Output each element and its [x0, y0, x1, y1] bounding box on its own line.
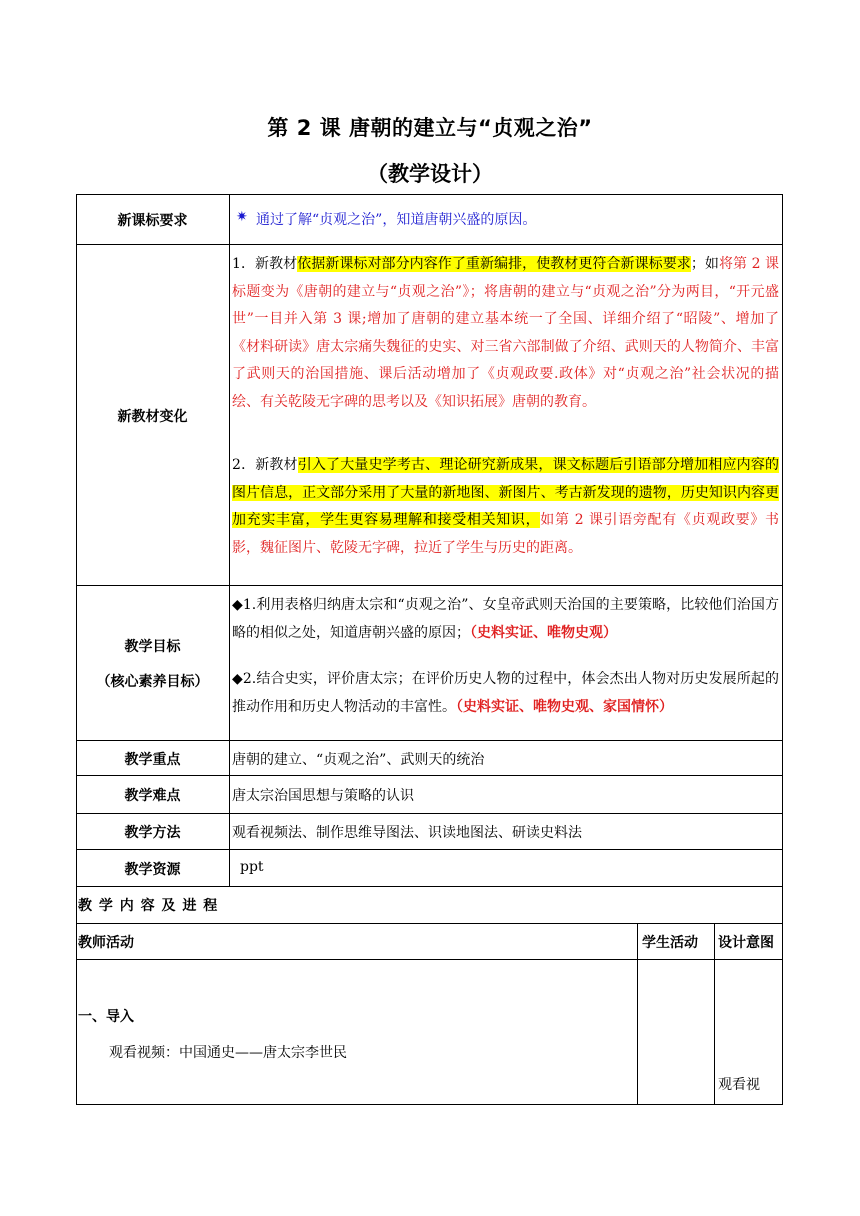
column-divider: [714, 923, 715, 1105]
difficulty-label: 教学难点: [124, 788, 181, 804]
row-divider: [76, 244, 783, 245]
column-divider: [637, 923, 638, 1105]
method-label: 教学方法: [124, 825, 181, 841]
changes-p2-lead: 2．新教材: [232, 457, 298, 473]
column-divider: [229, 194, 230, 886]
row-divider: [76, 959, 783, 960]
row-divider: [76, 849, 783, 850]
column-student: 学生活动: [642, 935, 698, 951]
goal-1-literacy: （史料实证、唯物史观）: [470, 624, 617, 641]
intro-video-text: 观看视频：中国通史——唐太宗李世民: [109, 1045, 347, 1061]
goal-1: [232, 592, 779, 647]
curriculum-label: 新课标要求: [117, 213, 188, 229]
resource-label: 教学资源: [124, 862, 181, 878]
difficulty-text: 唐太宗治国思想与策略的认识: [232, 788, 414, 804]
page-subtitle: （教学设计）: [367, 162, 493, 186]
column-teacher: 教师活动: [78, 935, 134, 951]
curriculum-bullet-icon: ✷: [236, 209, 248, 225]
row-divider: [76, 585, 783, 586]
goals-sublabel: （核心素养目标）: [96, 674, 209, 690]
page-title: 第 2 课 唐朝的建立与“贞观之治”: [267, 116, 593, 140]
process-heading: 教 学 内 容 及 进 程: [78, 898, 219, 914]
goals-label: 教学目标: [124, 639, 181, 655]
changes-p2-highlight: 引入了大量史学考古、理论研究新成果，课文标题后引语部分增加相应内容的图片信息，正文部分采用了大量的新地图、新图片、考古新发现的遗物，历史知识内容更加充实丰富，学生更容易理解和接受相关知识，: [232, 457, 779, 528]
changes-label: 新教材变化: [117, 409, 188, 425]
method-text: 观看视频法、制作思维导图法、识读地图法、研读史料法: [232, 825, 582, 841]
row-divider: [76, 886, 783, 887]
goal-2-literacy: （史料实证、唯物史观、家国情怀）: [456, 698, 673, 715]
changes-p1-mid: ；如: [690, 256, 719, 272]
changes-p1-red: 将第 2 课标题变为《唐朝的建立与“贞观之治”》；将唐朝的建立与“贞观之治”分为两目，“开元盛世”一目并入第 3 课;增加了唐朝的建立基本统一了全国、详细介绍了“昭陵”、增加了《材料研读》唐太宗痛失魏征的史实、对三省六部制做了介绍、武则天的人物简介、丰富了武则天的治国措施、课后活动增加了《贞观政要.政体》对“贞观之治”社会状况的描绘、有关乾陵无字碑的思考以及《知识拓展》唐朝的教育。: [232, 256, 779, 410]
section-intro-heading: 一、导入: [78, 1009, 134, 1025]
row-divider: [76, 813, 783, 814]
row-divider: [76, 923, 783, 924]
intent-text: 观看视: [718, 1077, 760, 1093]
goal-2: [232, 666, 779, 721]
goal-2-text: ◆2.结合史实，评价唐太宗；在评价历史人物的过程中，体会杰出人物对历史发展所起的推动作用和历史人物活动的丰富性。: [232, 671, 779, 715]
focus-label: 教学重点: [124, 752, 181, 768]
changes-p2-red: 如第 2 课引语旁配有《贞观政要》书影，魏征图片、乾陵无字碑，拉近了学生与历史的距离。: [232, 512, 779, 556]
changes-paragraph-1: [232, 251, 779, 416]
changes-p1-lead: 1．新教材: [232, 256, 298, 272]
row-divider: [76, 775, 783, 776]
lesson-plan-table: [76, 194, 783, 1105]
row-divider: [76, 740, 783, 741]
curriculum-text: 通过了解“贞观之治”，知道唐朝兴盛的原因。: [256, 212, 537, 228]
goal-1-text: ◆1.利用表格归纳唐太宗和“贞观之治”、女皇帝武则天治国的主要策略，比较他们治国方略的相似之处，知道唐朝兴盛的原因；: [232, 597, 779, 641]
column-intent: 设计意图: [718, 935, 774, 951]
changes-paragraph-2: [232, 452, 779, 562]
resource-text: ppt: [240, 859, 264, 875]
focus-text: 唐朝的建立、“贞观之治”、武则天的统治: [232, 752, 485, 768]
changes-p1-highlight: 依据新课标对部分内容作了重新编排，使教材更符合新课标要求: [297, 256, 691, 272]
